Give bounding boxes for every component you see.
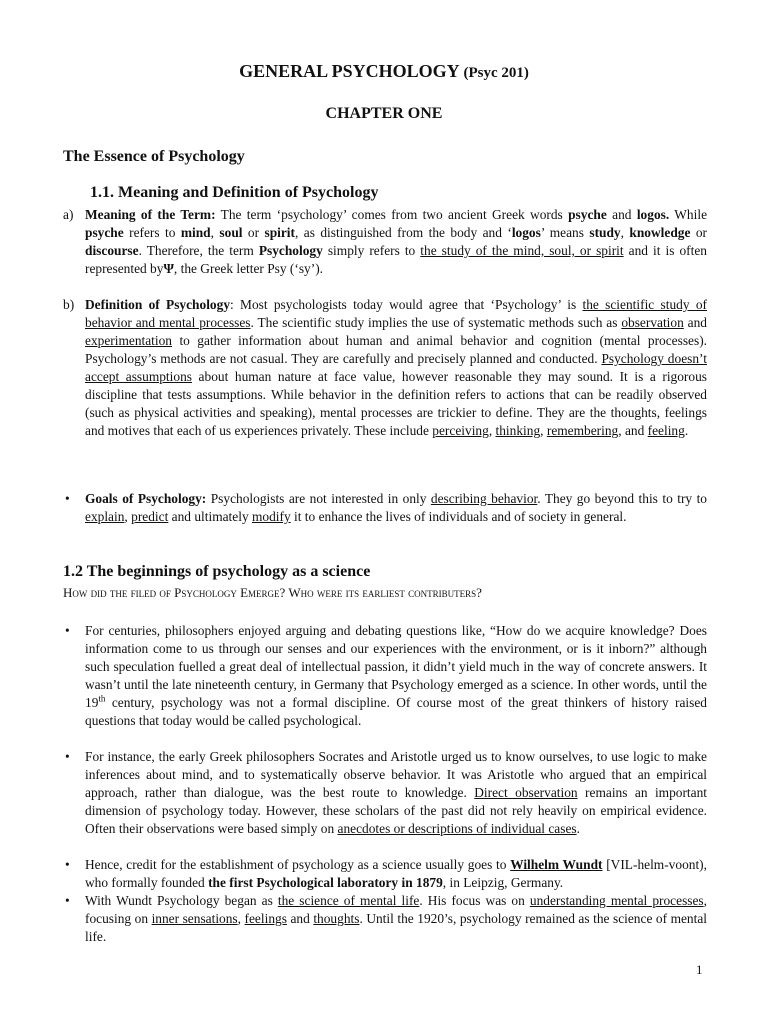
list-marker: a) <box>63 207 74 222</box>
section-subheading-question: How did the filed of Psychology Emerge? Who were its earliest contributers? <box>63 585 482 600</box>
section-heading-beginnings: 1.2 The beginnings of psychology as a science <box>63 563 371 580</box>
paragraph-text: Meaning of the Term: The term ‘psychology’ comes from two ancient Greek words psyche and logos. While psyche refers to mind, soul or spirit, as distinguished from the body and ‘logos’ means study, knowledge or discourse. Therefore, the term Psychology simply refers to the study of the mind, soul, or spirit and it is often represented byΨ, the Greek letter Psy (‘sy’). <box>85 207 708 276</box>
bullet-icon: • <box>65 749 70 764</box>
paragraph-text: For instance, the early Greek philosophers Socrates and Aristotle urged us to know ourselves, to use logic to make inferences about mind, and to systematically observe behavior. It was Aristotle who argued that an empirical approach, rather than dialogue, was the best route to knowledge. Direct observation remains an important dimension of psychology today. However, these scholars of the past did not rely heavily on empirical evidence. Often their observations were based simply on anecdotes or descriptions of individual cases. <box>85 749 708 836</box>
bullet-icon: • <box>65 857 70 872</box>
section-heading-essence: The Essence of Psychology <box>63 148 245 165</box>
list-item-centuries <box>63 622 707 730</box>
list-item-wundt <box>63 856 707 892</box>
page-number: 1 <box>696 962 703 977</box>
paragraph-text: With Wundt Psychology began as the science of mental life. His focus was on understanding mental processes, focusing on inner sensations, feelings and thoughts. Until the 1920’s, psychology remained as the science of mental life. <box>85 893 708 944</box>
paragraph-text: Goals of Psychology: Psychologists are not interested in only describing behavior. They go beyond this to try to explain, predict and ultimately modify it to enhance the lives of individuals and of society in general. <box>85 491 707 524</box>
list-item-mental-life <box>63 892 707 946</box>
paragraph-text: Definition of Psychology: Most psychologists today would agree that ‘Psychology’ is the scientific study of behavior and mental processes. The scientific study implies the use of systematic methods such as observation and experimentation to gather information about human and animal behavior and cognition (mental processes). Psychology’s methods are not casual. They are carefully and precisely planned and conducted. Psychology doesn’t accept assumptions about human nature at face value, however reasonable they may sound. It is a rigorous discipline that tests assumptions. While behavior in the definition refers to actions that can be readily observed (such as physical activities and speaking), mental processes are trickier to define. They are the thoughts, feelings and motives that each of us experiences privately. These include perceiving, thinking, remembering, and feeling. <box>85 297 707 438</box>
bullet-icon: • <box>65 491 70 506</box>
list-item-goals <box>63 490 707 526</box>
bullet-icon: • <box>65 893 70 908</box>
chapter-heading: CHAPTER ONE <box>325 105 443 122</box>
list-item-definition <box>63 296 707 440</box>
paragraph-text: Hence, credit for the establishment of psychology as a science usually goes to Wilhelm Wundt [VIL-helm-voont), who formally founded the first Psychological laboratory in 1879, in Leipzig, Germany. <box>85 857 707 890</box>
bullet-icon: • <box>65 623 70 638</box>
list-item-meaning-of-term <box>63 206 707 278</box>
list-marker: b) <box>63 297 75 312</box>
list-item-greek-philosophers <box>63 748 707 838</box>
paragraph-text: For centuries, philosophers enjoyed arguing and debating questions like, “How do we acquire knowledge? Does information come to us through our senses and our experiences with the environment, or is it inborn?” although such speculation fuelled a great deal of intellectual passion, it didn’t yield much in the way of concrete answers. It wasn’t until the late nineteenth century, in Germany that Psychology emerged as a science. In other words, until the 19th century, psychology was not a formal discipline. Of course most of the great thinkers of history raised questions that today would be called psychological. <box>85 623 707 728</box>
psi-symbol: Ψ <box>163 261 174 276</box>
course-code: (Psyc 201) <box>463 65 529 81</box>
title-text: GENERAL PSYCHOLOGY <box>239 61 459 81</box>
subsection-heading-meaning: 1.1. Meaning and Definition of Psychology <box>90 184 379 201</box>
document-title <box>0 60 768 84</box>
